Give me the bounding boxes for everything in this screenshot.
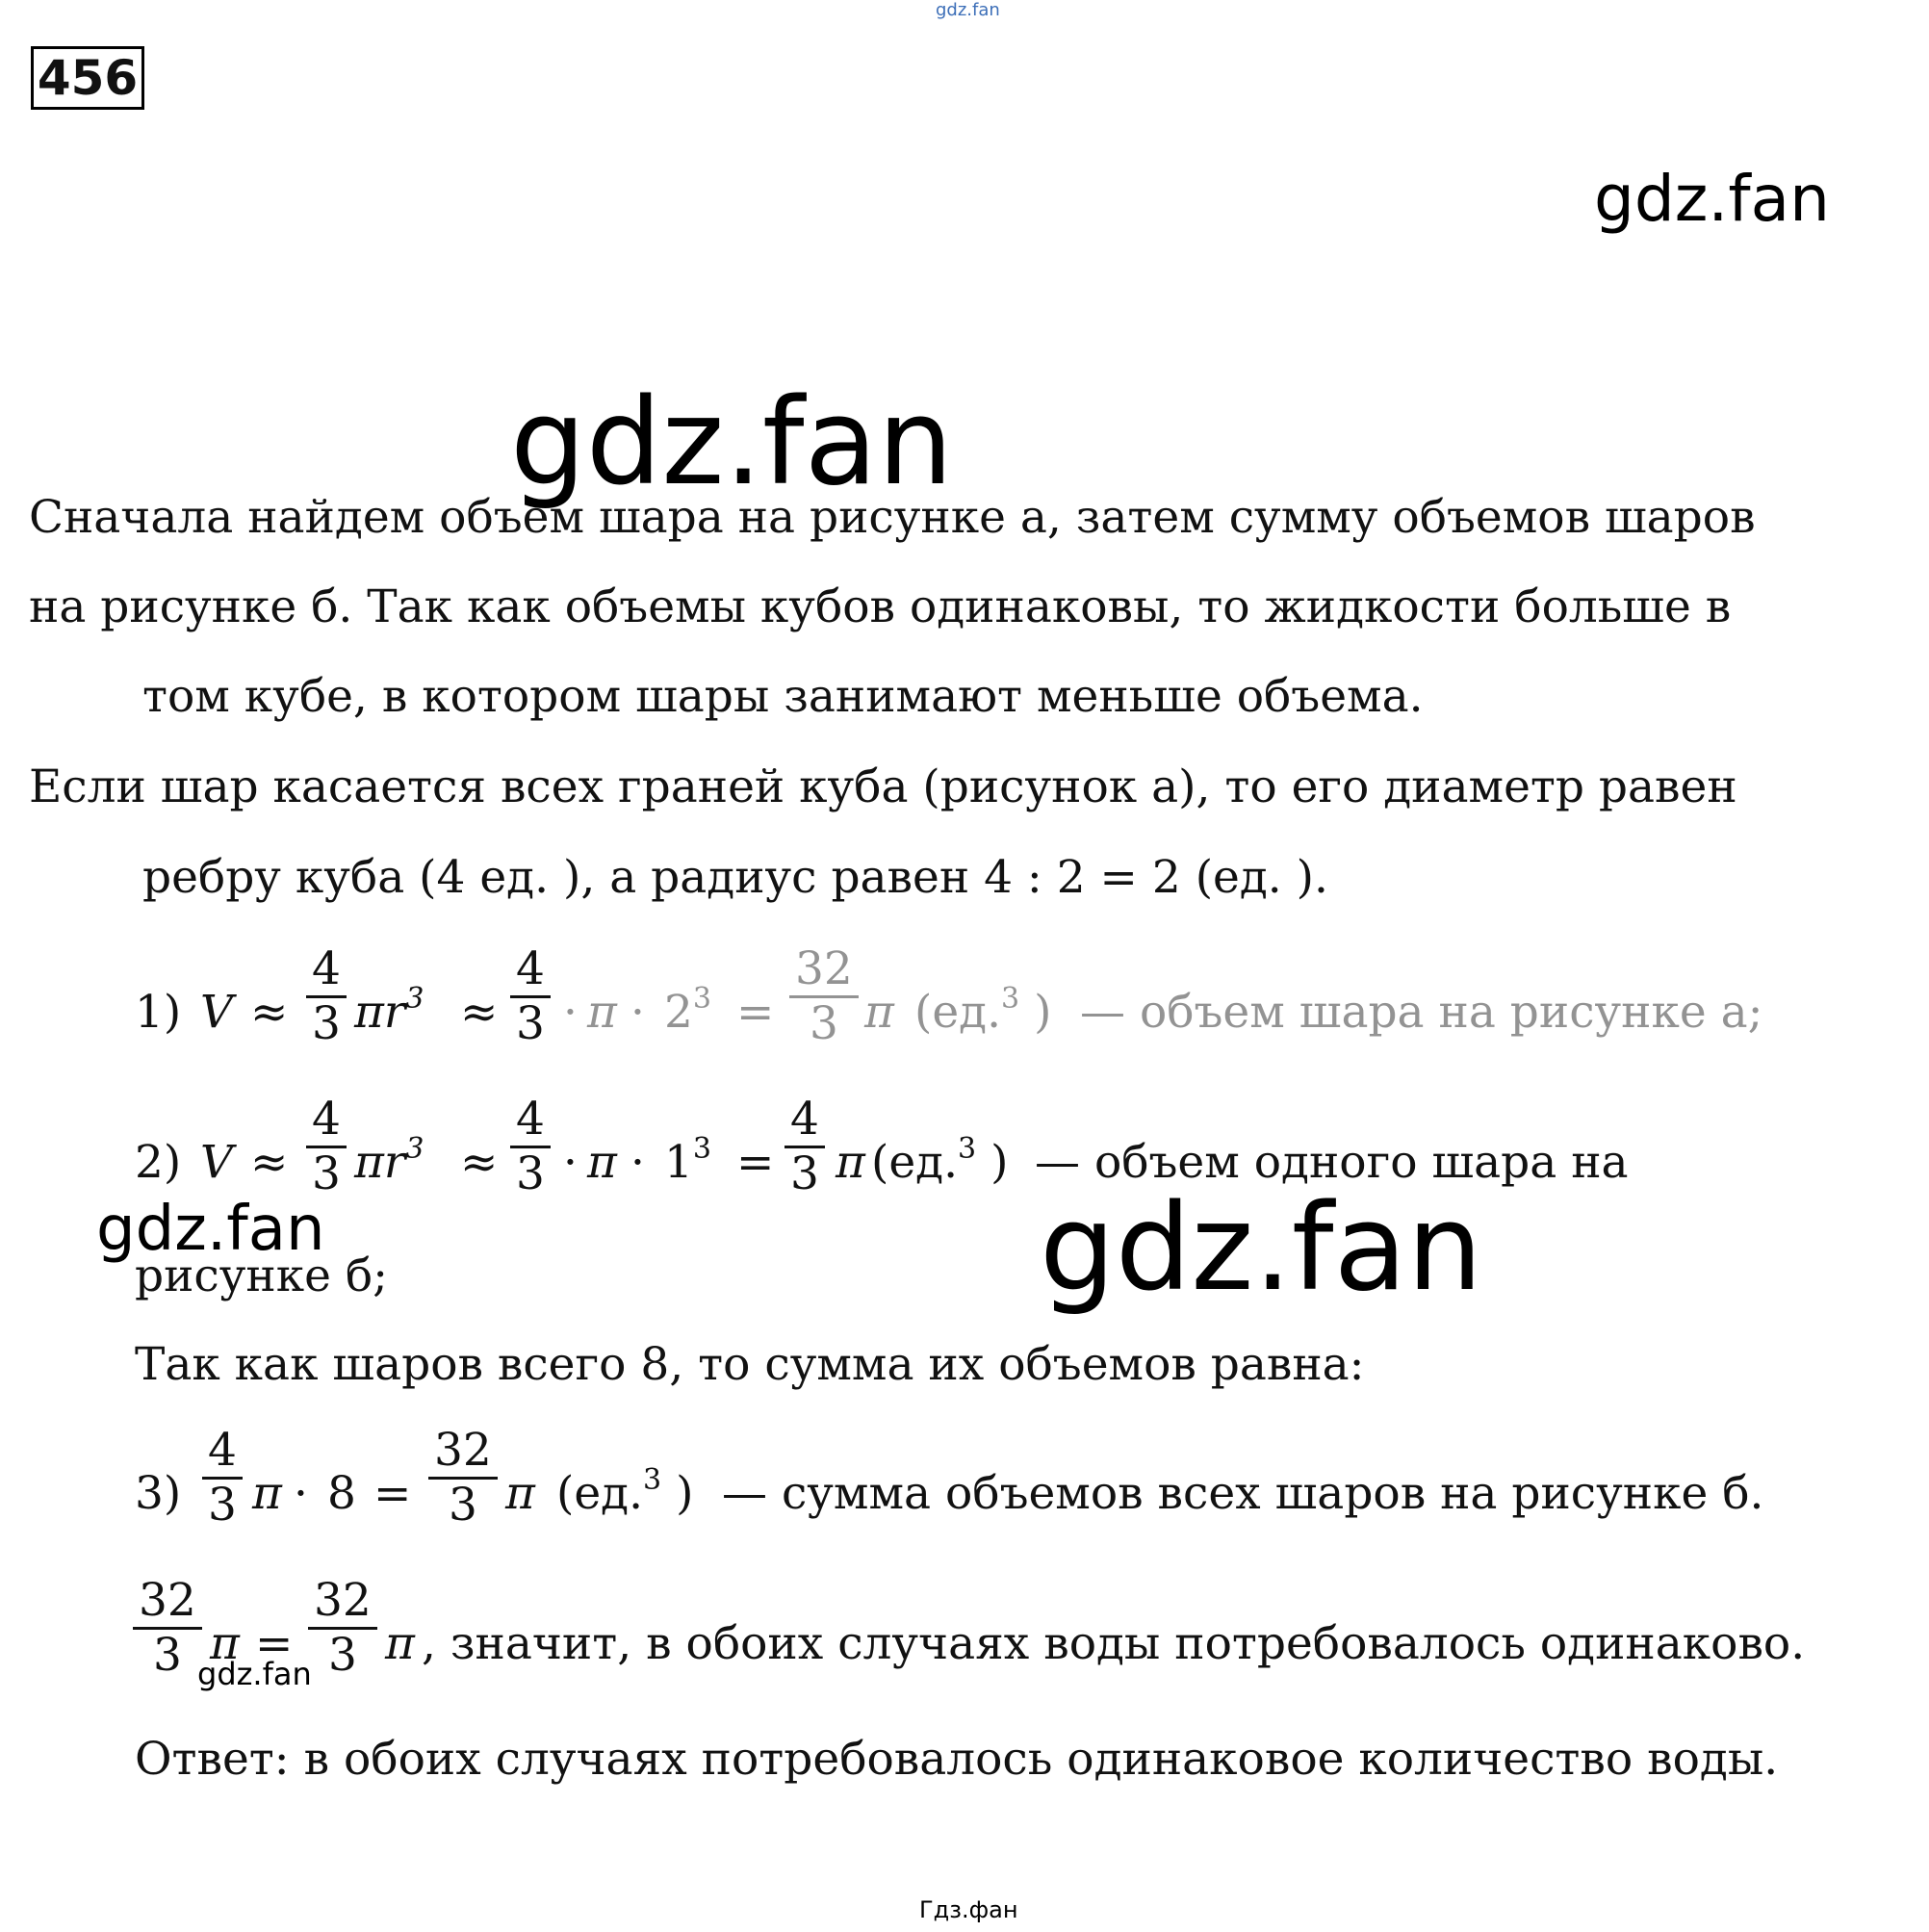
step-3-pi: π [252, 1467, 282, 1520]
watermark-bottom: Гдз.фан [919, 1896, 1018, 1923]
step-1-pi-2: π [864, 986, 894, 1039]
step-2-fraction-1: 4 3 [306, 1094, 347, 1200]
text-line-8: Так как шаров всего 8, то сумма их объемов равна: [135, 1338, 1365, 1391]
step-1-approx-2: ≈ [460, 986, 499, 1039]
step-1-fraction-1: 4 3 [306, 943, 347, 1050]
step-2-pi: π [587, 1136, 617, 1189]
step-1-pir: $\pi r^3$ [354, 982, 424, 1039]
step-3-pi-2: π [505, 1467, 535, 1520]
step-3-eight: 8 [327, 1467, 356, 1520]
comparison-pi-1: π [210, 1617, 240, 1670]
step-2-power: $1^3$ [664, 1132, 711, 1189]
step-3-label: 3) [135, 1467, 182, 1520]
step-2-pir: $\pi r^3$ [354, 1132, 424, 1189]
step-2-pi-2: π [836, 1136, 865, 1189]
comparison-pi-2: π [385, 1617, 415, 1670]
step-1-description: — объем шара на рисунке а; [1080, 986, 1763, 1039]
text-line-3: том кубе, в котором шары занимают меньше объема. [142, 670, 1424, 723]
text-line-5: ребру куба (4 ед. ), а радиус равен 4 : 2 = 2 (ед. ). [142, 851, 1328, 904]
step-2-unit: (ед.$^3$ ) [871, 1132, 1009, 1189]
step-1-equals: = [736, 986, 775, 1039]
step-2-fraction-3: 4 3 [784, 1094, 825, 1200]
step-1-v: V [200, 986, 233, 1039]
step-2-label: 2) [135, 1136, 182, 1189]
comparison-equals: = [255, 1617, 294, 1670]
step-2-dot-2: · [630, 1136, 645, 1189]
step-1-dot-2: · [630, 986, 645, 1039]
step-2-description: — объем одного шара на [1035, 1136, 1629, 1189]
step-2-approx-1: ≈ [250, 1136, 289, 1189]
step-3-fraction-1: 4 3 [202, 1425, 243, 1532]
comparison-fraction-1: 32 3 [133, 1575, 202, 1682]
problem-number: 456 [31, 46, 144, 110]
text-line-4: Если шар касается всех граней куба (рисунок а), то его диаметр равен [29, 760, 1737, 813]
text-line-2: на рисунке б. Так как объемы кубов одинаковы, то жидкости больше в [29, 580, 1732, 633]
step-3-fraction-2: 32 3 [428, 1425, 498, 1532]
step-3-equals: = [373, 1467, 412, 1520]
step-2-approx-2: ≈ [460, 1136, 499, 1189]
step-2-continuation: рисунке б; [135, 1249, 388, 1302]
step-1-fraction-3: 32 3 [789, 943, 859, 1050]
watermark-5: gdz.fan [197, 1656, 312, 1692]
step-2-v: V [200, 1136, 233, 1189]
text-line-1: Сначала найдем объем шара на рисунке а, затем сумму объемов шаров [29, 491, 1756, 544]
step-2-fraction-2: 4 3 [510, 1094, 551, 1200]
step-1-unit: (ед.$^3$ ) [914, 982, 1052, 1039]
watermark-4: gdz.fan [1040, 1179, 1483, 1318]
step-3-dot: · [294, 1467, 308, 1520]
step-1-dot-1: · [563, 986, 578, 1039]
step-1-fraction-2: 4 3 [510, 943, 551, 1050]
watermark-2: gdz.fan [510, 374, 954, 512]
comparison-description: , значит, в обоих случаях воды потребовалось одинаково. [422, 1617, 1806, 1670]
watermark-1: gdz.fan [1594, 162, 1830, 236]
step-1-approx-1: ≈ [250, 986, 289, 1039]
step-2-equals: = [736, 1136, 775, 1189]
step-1-pi: π [587, 986, 617, 1039]
step-1-label: 1) [135, 986, 182, 1039]
watermark-top: gdz.fan [936, 0, 1000, 20]
step-3-description: — сумма объемов всех шаров на рисунке б. [722, 1467, 1764, 1520]
step-3-unit: (ед.$^3$ ) [556, 1463, 694, 1520]
step-2-dot-1: · [563, 1136, 578, 1189]
comparison-fraction-2: 32 3 [308, 1575, 377, 1682]
step-1-power: $2^3$ [664, 982, 711, 1039]
answer-line: Ответ: в обоих случаях потребовалось одинаковое количество воды. [135, 1733, 1779, 1786]
watermark-3: gdz.fan [96, 1194, 325, 1265]
